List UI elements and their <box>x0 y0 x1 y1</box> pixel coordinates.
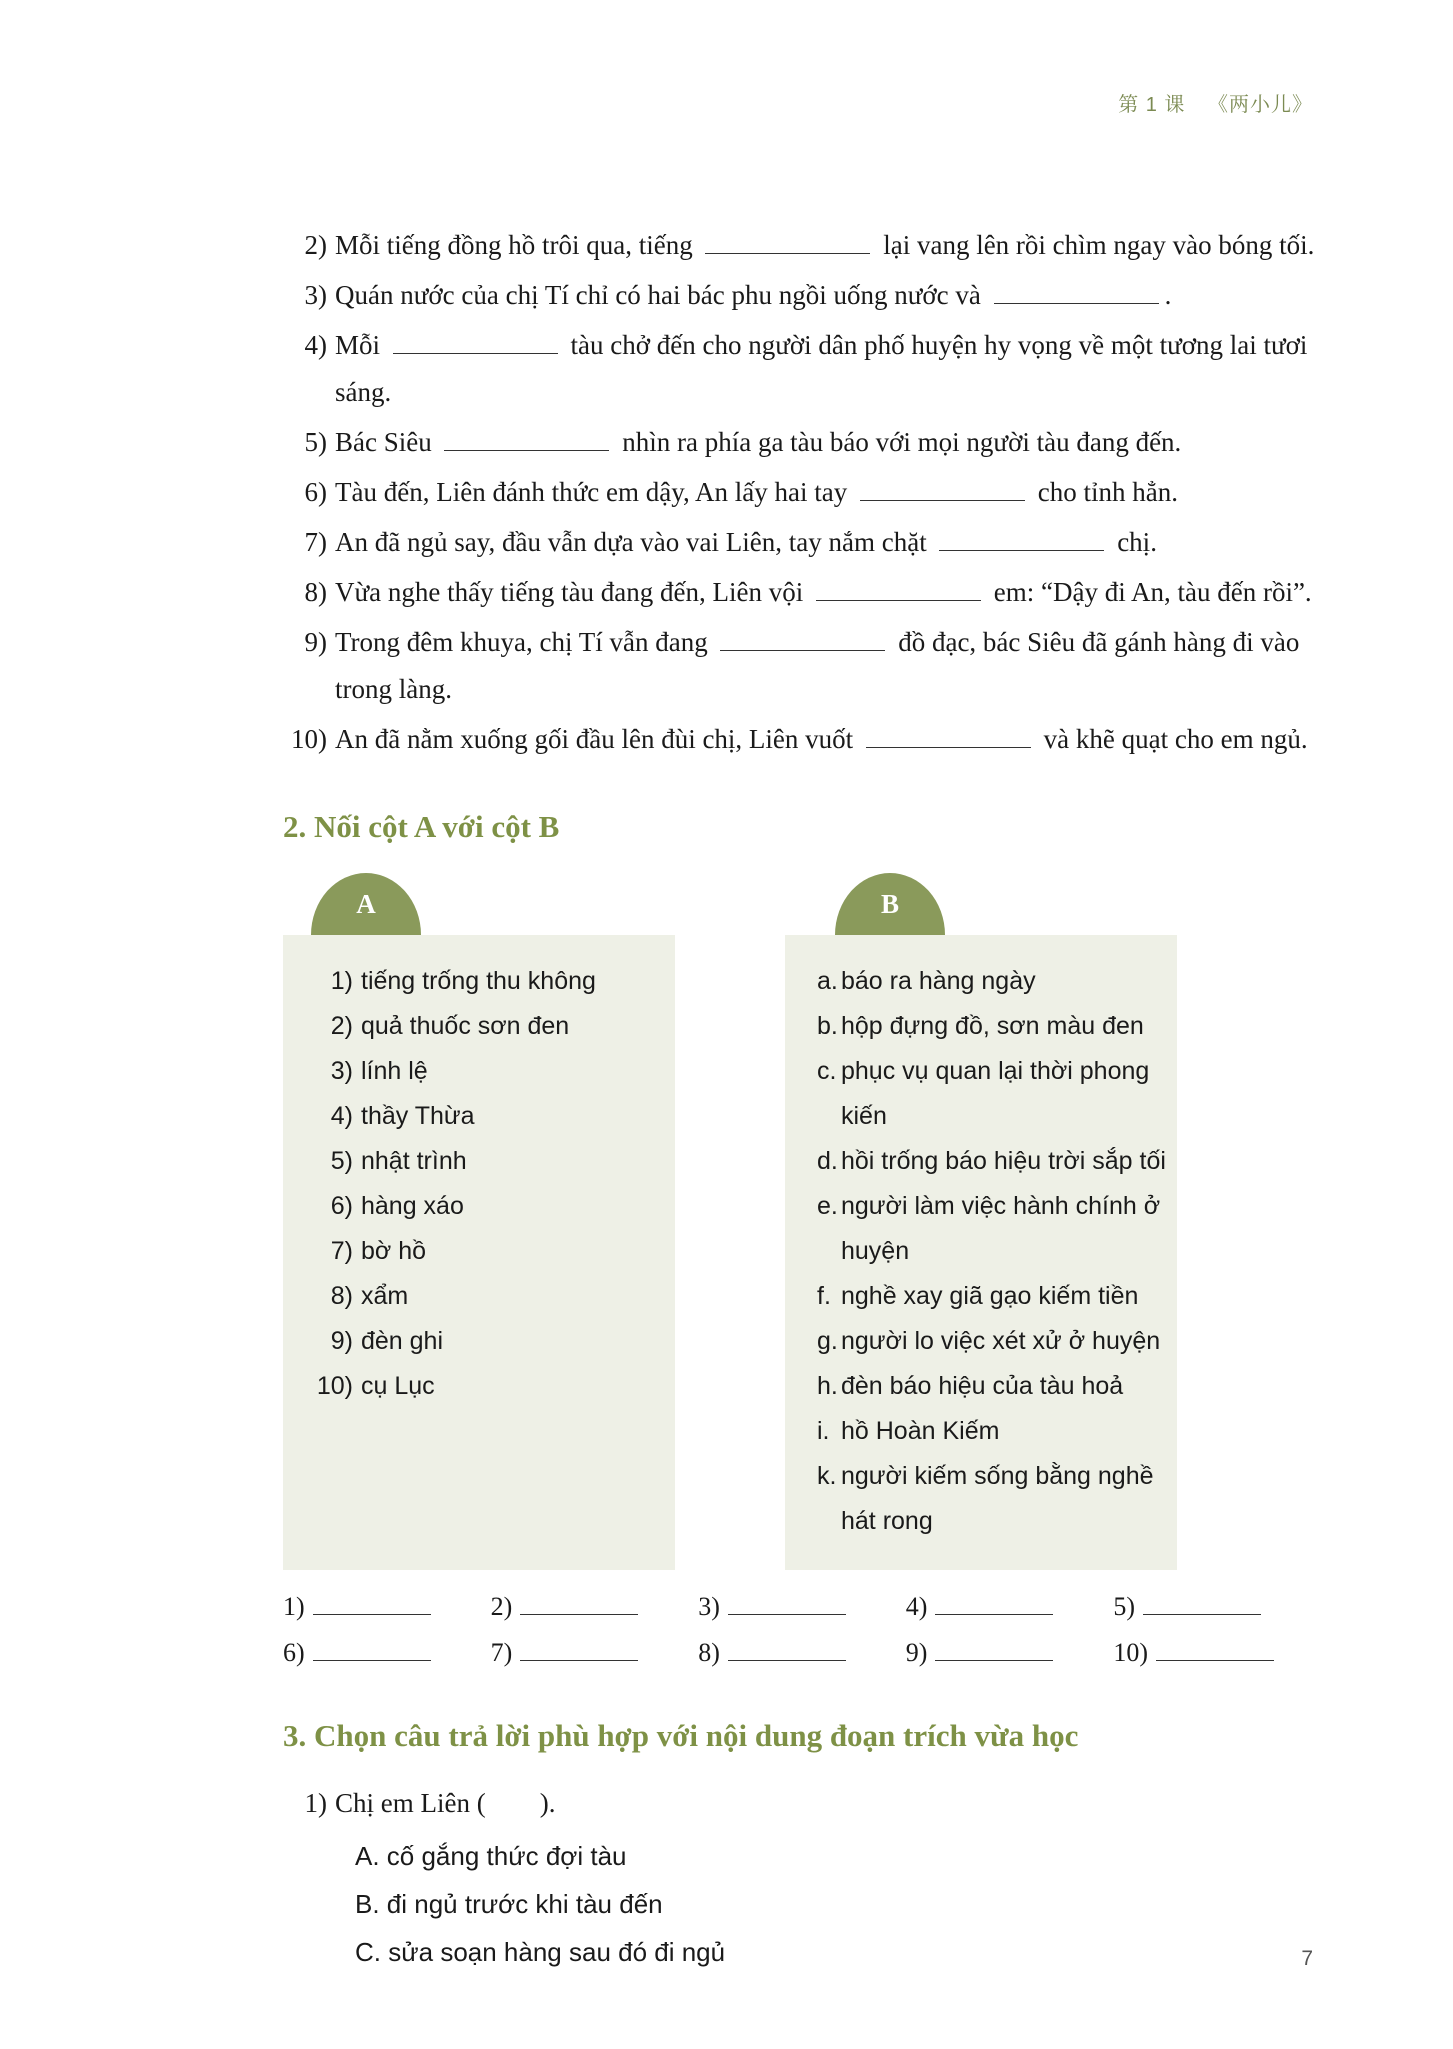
list-item[interactable] <box>805 1364 1167 1409</box>
item-key: 9) <box>330 1327 353 1355</box>
item-value: phục vụ quan lại thời phong kiến <box>841 1057 1150 1130</box>
item-value: người kiếm sống bằng nghề hát rong <box>841 1462 1154 1535</box>
item-text <box>335 469 1321 516</box>
text-before-blank: Mỗi <box>335 330 387 360</box>
text-after-blank: và khẽ quạt cho em ngủ. <box>1036 724 1308 754</box>
text-before-blank: Mỗi tiếng đồng hồ trôi qua, tiếng <box>335 230 700 260</box>
item-key: k. <box>817 1462 837 1490</box>
list-item[interactable] <box>805 1049 1167 1139</box>
answer-label: 1) <box>283 1592 305 1621</box>
blank-field[interactable] <box>393 327 558 354</box>
question-stem <box>335 1780 555 1826</box>
list-item[interactable] <box>293 1364 665 1409</box>
list-item[interactable] <box>805 1274 1167 1319</box>
item-value: người làm việc hành chính ở huyện <box>841 1192 1161 1265</box>
list-item[interactable] <box>805 1004 1167 1049</box>
item-value: tiếng trống thu không <box>361 967 596 995</box>
text-before-blank: An đã nằm xuống gối đầu lên đùi chị, Liên vuốt <box>335 724 860 754</box>
item-text <box>335 569 1321 616</box>
column-tabs <box>283 873 1321 935</box>
text-before-blank: An đã ngủ say, đầu vẫn dựa vào vai Liên, tay nắm chặt <box>335 527 934 557</box>
item-key: g. <box>817 1327 838 1355</box>
item-key: 7) <box>330 1237 353 1265</box>
item-value: lính lệ <box>361 1057 428 1085</box>
item-number: 9) <box>304 627 327 657</box>
blank-field[interactable] <box>994 277 1159 304</box>
item-text <box>335 419 1321 466</box>
list-item[interactable] <box>293 1184 665 1229</box>
column-a-tab: A <box>311 873 421 935</box>
answer-label: 6) <box>283 1638 305 1667</box>
list-item[interactable] <box>805 1184 1167 1274</box>
column-a-box <box>283 935 675 1570</box>
item-key: 3) <box>330 1057 353 1085</box>
item-key: i. <box>817 1417 830 1445</box>
list-item[interactable] <box>293 1139 665 1184</box>
option-c[interactable]: C. sửa soạn hàng sau đó đi ngủ <box>355 1937 726 1967</box>
question-number: 1) <box>304 1788 327 1818</box>
list-item[interactable] <box>293 1274 665 1319</box>
answer-cell[interactable] <box>1113 1638 1321 1668</box>
item-key: f. <box>817 1282 831 1310</box>
list-item <box>283 419 1321 466</box>
item-value: hộp đựng đồ, sơn màu đen <box>841 1012 1144 1040</box>
answer-blank[interactable] <box>935 1592 1053 1615</box>
answer-blank[interactable] <box>313 1638 431 1661</box>
answer-label: 5) <box>1113 1592 1136 1621</box>
item-number: 4) <box>304 330 327 360</box>
blank-field[interactable] <box>705 227 870 254</box>
list-item[interactable] <box>805 1454 1167 1544</box>
item-key: 2) <box>330 1012 353 1040</box>
text-after-blank: . <box>1164 280 1172 310</box>
text-before-blank: Tàu đến, Liên đánh thức em dậy, An lấy hai tay <box>335 477 854 507</box>
list-item[interactable] <box>805 959 1167 1004</box>
list-item <box>283 222 1321 269</box>
item-number: 3) <box>304 280 327 310</box>
text-before-blank: Trong đêm khuya, chị Tí vẫn đang <box>335 627 715 657</box>
answer-blank[interactable] <box>728 1638 846 1661</box>
answer-blank[interactable] <box>313 1592 431 1615</box>
item-number: 10) <box>291 724 327 754</box>
text-after-blank: cho tỉnh hẳn. <box>1030 477 1178 507</box>
text-before-blank: Quán nước của chị Tí chỉ có hai bác phu ngồi uống nước và <box>335 280 988 310</box>
list-item <box>283 716 1321 763</box>
list-item[interactable] <box>293 1229 665 1274</box>
matching-exercise <box>283 873 1321 1668</box>
answer-blank[interactable] <box>1156 1638 1274 1661</box>
answer-cell[interactable] <box>1113 1592 1321 1622</box>
stem-before-answer: Chị em Liên ( <box>335 1788 486 1818</box>
section-2-title: 2. Nối cột A với cột B <box>283 809 560 844</box>
answer-cell[interactable] <box>491 1638 699 1668</box>
item-value: nghề xay giã gạo kiếm tiền <box>841 1282 1139 1310</box>
item-value: hồ Hoàn Kiếm <box>841 1417 1000 1445</box>
item-key: b. <box>817 1012 838 1040</box>
text-after-blank: chị. <box>1110 527 1157 557</box>
answer-blank[interactable] <box>1143 1592 1261 1615</box>
blank-field[interactable] <box>720 624 885 651</box>
column-b-tab: B <box>835 873 945 935</box>
answer-label: 2) <box>490 1592 513 1621</box>
answer-label: 10) <box>1113 1638 1149 1667</box>
item-value: thầy Thừa <box>361 1102 475 1130</box>
answer-label: 9) <box>905 1638 928 1667</box>
answer-cell[interactable] <box>698 1592 906 1622</box>
item-number: 8) <box>304 577 327 607</box>
item-text <box>335 222 1321 269</box>
option-a[interactable]: A. cố gắng thức đợi tàu <box>355 1841 627 1871</box>
item-value: cụ Lục <box>361 1372 435 1400</box>
list-item <box>283 619 1321 713</box>
item-text <box>335 716 1321 763</box>
blank-field[interactable] <box>860 474 1025 501</box>
item-key: 8) <box>330 1282 353 1310</box>
item-value: đèn ghi <box>361 1327 444 1355</box>
item-value: bờ hồ <box>361 1237 427 1265</box>
list-item[interactable] <box>293 1319 665 1364</box>
list-item[interactable] <box>805 1319 1167 1364</box>
list-item <box>283 519 1321 566</box>
question <box>283 1780 1321 1826</box>
item-key: 5) <box>330 1147 353 1175</box>
list-item[interactable] <box>293 1094 665 1139</box>
item-number: 6) <box>304 477 327 507</box>
answer-cell[interactable] <box>906 1638 1114 1668</box>
multiple-choice-exercise <box>283 1780 1321 1976</box>
answer-cell[interactable] <box>698 1638 906 1668</box>
blank-field[interactable] <box>816 574 981 601</box>
list-item[interactable] <box>293 959 665 1004</box>
answer-blank[interactable] <box>935 1638 1053 1661</box>
list-item[interactable] <box>805 1409 1167 1454</box>
item-value: báo ra hàng ngày <box>841 967 1036 995</box>
answer-cell[interactable] <box>491 1592 699 1622</box>
list-item <box>283 322 1321 416</box>
page-content <box>283 222 1321 1976</box>
item-value: hàng xáo <box>361 1192 464 1220</box>
blank-field[interactable] <box>866 721 1031 748</box>
option-list <box>355 1832 1321 1976</box>
item-number: 7) <box>304 527 327 557</box>
answer-label: 7) <box>490 1638 513 1667</box>
answer-label: 3) <box>698 1592 720 1621</box>
item-value: hồi trống báo hiệu trời sắp tối <box>841 1147 1166 1175</box>
option-b[interactable]: B. đi ngủ trước khi tàu đến <box>355 1889 663 1919</box>
answer-blank[interactable] <box>520 1592 638 1615</box>
item-text <box>335 619 1321 713</box>
matching-answer-grid <box>283 1592 1321 1668</box>
blank-field[interactable] <box>939 524 1104 551</box>
answer-blank[interactable] <box>520 1638 638 1661</box>
page-number: 7 <box>1301 1947 1313 1970</box>
item-value: nhật trình <box>361 1147 467 1175</box>
item-text <box>335 519 1321 566</box>
answer-cell[interactable] <box>283 1638 491 1668</box>
item-number: 5) <box>304 427 327 457</box>
text-after-blank: lại vang lên rồi chìm ngay vào bóng tối. <box>876 230 1315 260</box>
text-after-blank: tàu chở đến cho người dân phố huyện hy vọng về một tương lai tươi sáng. <box>335 330 1308 407</box>
list-item[interactable] <box>293 1004 665 1049</box>
item-value: đèn báo hiệu của tàu hoả <box>841 1372 1124 1400</box>
text-after-blank: đồ đạc, bác Siêu đã gánh hàng đi vào trong làng. <box>335 627 1300 704</box>
header-lesson-number: 第 1 课 <box>1118 94 1186 116</box>
item-number: 2) <box>304 230 327 260</box>
item-key: 1) <box>330 967 353 995</box>
text-before-blank: Vừa nghe thấy tiếng tàu đang đến, Liên vội <box>335 577 811 607</box>
text-after-blank: em: “Dậy đi An, tàu đến rồi”. <box>987 577 1312 607</box>
list-item[interactable] <box>805 1139 1167 1184</box>
item-key: 6) <box>330 1192 353 1220</box>
list-item <box>283 469 1321 516</box>
text-before-blank: Bác Siêu <box>335 427 439 457</box>
matching-columns <box>283 935 1321 1570</box>
running-header <box>1118 88 1313 117</box>
answer-cell[interactable] <box>283 1592 491 1622</box>
header-lesson-title: 《两小儿》 <box>1208 94 1313 116</box>
item-key: 4) <box>330 1102 353 1130</box>
item-key: c. <box>817 1057 837 1085</box>
text-after-blank: nhìn ra phía ga tàu báo với mọi người tàu đang đến. <box>615 427 1182 457</box>
item-value: người lo việc xét xử ở huyện <box>841 1327 1161 1355</box>
section-3-title: 3. Chọn câu trả lời phù hợp với nội dung đoạn trích vừa học <box>283 1718 1079 1753</box>
item-value: quả thuốc sơn đen <box>361 1012 570 1040</box>
item-text <box>335 272 1321 319</box>
item-value: xẩm <box>361 1282 409 1310</box>
blank-field[interactable] <box>444 424 609 451</box>
stem-after-answer: ). <box>539 1788 556 1818</box>
list-item <box>283 272 1321 319</box>
list-item[interactable] <box>293 1049 665 1094</box>
answer-blank[interactable] <box>728 1592 846 1615</box>
item-key: a. <box>817 967 838 995</box>
list-item <box>283 569 1321 616</box>
fill-in-blank-list <box>283 222 1321 763</box>
answer-cell[interactable] <box>906 1592 1114 1622</box>
column-b-box <box>785 935 1177 1570</box>
answer-label: 8) <box>698 1638 720 1667</box>
item-key: 10) <box>316 1372 353 1400</box>
item-key: e. <box>817 1192 838 1220</box>
item-key: d. <box>817 1147 838 1175</box>
item-text <box>335 322 1321 416</box>
item-key: h. <box>817 1372 838 1400</box>
answer-label: 4) <box>905 1592 928 1621</box>
